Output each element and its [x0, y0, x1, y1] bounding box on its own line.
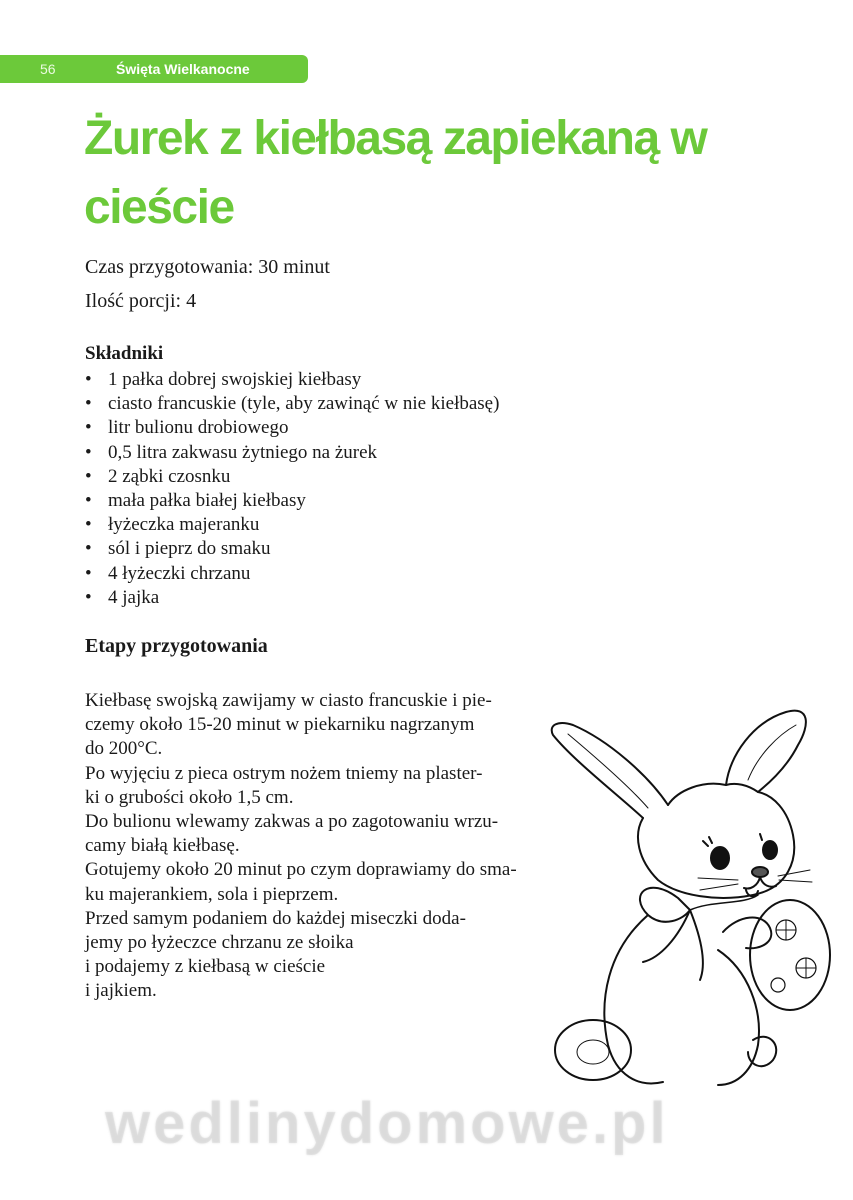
- ingredient-text: łyżeczka majeranku: [108, 514, 260, 536]
- ingredient-text: 0,5 litra zakwasu żytniego na żurek: [108, 441, 378, 463]
- ingredient-text: 2 ząbki czosnku: [108, 465, 231, 487]
- step-line: jemy po łyżeczce chrzanu ze słoika: [85, 931, 354, 953]
- bullet: •: [85, 489, 92, 511]
- ingredient-item: [85, 489, 499, 513]
- ingredient-item: [85, 465, 499, 489]
- bullet: •: [85, 369, 92, 390]
- ingredient-text: litr bulionu drobiowego: [108, 417, 289, 439]
- bullet: •: [85, 514, 92, 536]
- servings: Ilość porcji: 4: [85, 290, 197, 312]
- step-line: Po wyjęciu z pieca ostrym nożem tniemy na plaster-: [85, 762, 483, 784]
- step-line: Gotujemy około 20 minut po czym doprawiamy do sma-: [85, 859, 517, 881]
- bullet: •: [85, 465, 92, 487]
- bullet: •: [85, 562, 92, 584]
- ingredient-item: [85, 562, 499, 586]
- recipe-title: Żurek z kiełbasą zapiekaną w cieście: [84, 112, 707, 234]
- page-number: 56: [40, 61, 56, 77]
- ingredient-item: [85, 537, 499, 561]
- step-line: Do bulionu wlewamy zakwas a po zagotowaniu wrzu-: [85, 810, 499, 832]
- ingredient-text: mała pałka białej kiełbasy: [108, 489, 306, 511]
- step-line: i jajkiem.: [85, 980, 157, 1002]
- steps-heading: Etapy przygotowania: [85, 635, 268, 657]
- watermark: wedlinydomowe.pl: [105, 1091, 669, 1156]
- ingredient-item: [85, 392, 499, 416]
- ingredient-item: [85, 368, 499, 392]
- steps-text: [85, 689, 517, 1003]
- prep-time: Czas przygotowania: 30 minut: [85, 256, 330, 278]
- ingredient-item: [85, 441, 499, 465]
- step-line: Kiełbasę swojską zawijamy w ciasto francuskie i pie-: [85, 690, 492, 711]
- bullet: •: [85, 441, 92, 463]
- step-line: do 200°C.: [85, 738, 163, 760]
- bullet: •: [85, 538, 92, 560]
- bullet: •: [85, 586, 92, 608]
- step-line: ki o grubości około 1,5 cm.: [85, 786, 294, 808]
- ingredient-text: ciasto francuskie (tyle, aby zawinąć w nie kiełbasę): [108, 393, 500, 415]
- step-line: ku majerankiem, sola i pieprzem.: [85, 883, 339, 905]
- bullet: •: [85, 393, 92, 415]
- step-line: Przed samym podaniem do każdej miseczki doda-: [85, 907, 466, 929]
- ingredients-list: [85, 368, 499, 610]
- ingredient-item: [85, 513, 499, 537]
- easter-bunny-illustration: [548, 700, 838, 1100]
- step-line: camy białą kiełbasę.: [85, 835, 240, 857]
- step-line: i podajemy z kiełbasą w cieście: [85, 956, 326, 978]
- section-header-bar: [0, 55, 308, 83]
- ingredient-text: sól i pieprz do smaku: [108, 538, 271, 560]
- ingredients-heading: Składniki: [85, 343, 164, 364]
- bullet: •: [85, 417, 92, 439]
- ingredient-item: [85, 416, 499, 440]
- section-title: Święta Wielkanocne: [116, 61, 250, 77]
- ingredient-text: 4 jajka: [108, 586, 160, 608]
- step-line: czemy około 15-20 minut w piekarniku nagrzanym: [85, 714, 475, 736]
- ingredient-item: [85, 586, 499, 610]
- ingredient-text: 4 łyżeczki chrzanu: [108, 562, 251, 584]
- ingredient-text: 1 pałka dobrej swojskiej kiełbasy: [108, 369, 362, 390]
